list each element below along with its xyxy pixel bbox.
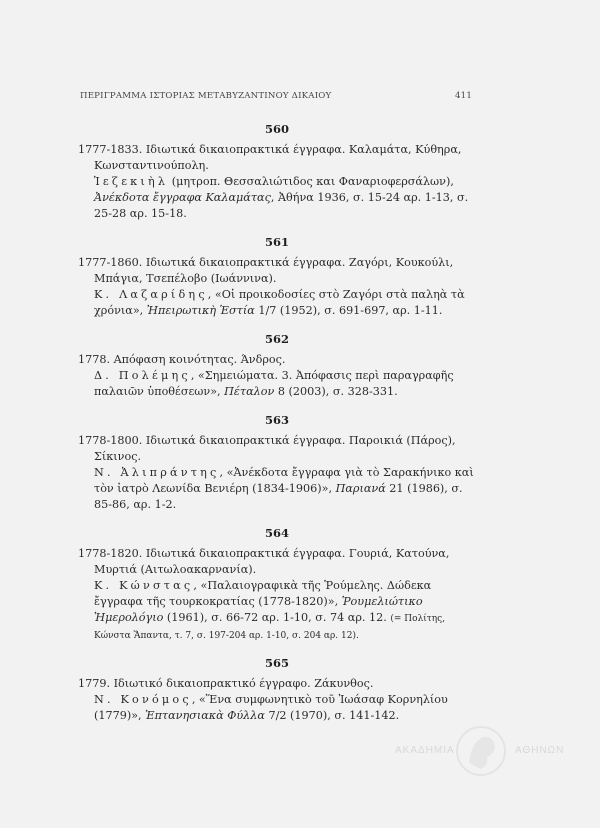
reference-author: Κ. Κώνστας [94, 579, 194, 592]
entry-reference [78, 465, 476, 514]
reference-details: (1961), σ. 66-72 αρ. 1-10, σ. 74 αρ. 12. [163, 611, 391, 624]
reference-journal: Ἑπτανησιακὰ Φύλλα [145, 709, 265, 722]
entry-description: 1778-1820. Ιδιωτικά δικαιοπρακτικά έγγραφα. Γουριά, Κατούνα, Μυρτιά (Αιτωλοακαρνανία). [78, 547, 450, 576]
reference-text: , «Παλαιογραφικὰ τῆς Ῥούμελης. Δώδεκα ἔγγραφα τῆς τουρκοκρατίας (1778-1820)», [94, 579, 432, 608]
entry [78, 332, 476, 413]
entry-reference [78, 287, 476, 320]
entry-number: 564 [264, 526, 289, 540]
entry-description: 1778. Απόφαση κοινότητας. Άνδρος. [78, 353, 286, 366]
reference-details: 1/7 (1952), σ. 691-697, αρ. 1-11. [254, 304, 443, 317]
reference-text: (μητροπ. Θεσσαλιώτιδος και Φαναριοφερσάλων), [168, 175, 454, 188]
reference-author: Ἱεζεκιὴλ [94, 175, 169, 188]
entry-spacer [78, 644, 476, 656]
reference-journal: Ῥουμελιώτικο Ἡμερολόγιο [94, 595, 423, 624]
entry-reference [78, 174, 476, 223]
reference-journal: Παριανά [335, 482, 386, 495]
entry-spacer [78, 223, 476, 235]
entry [78, 122, 476, 235]
reference-author: Κ. Λαζαρίδης [94, 288, 208, 301]
entry-description: 1779. Ιδιωτικό δικαιοπρακτικό έγγραφο. Ζάκυνθος. [78, 677, 374, 690]
entry [78, 413, 476, 526]
watermark-right-text: ΑΘΗΝΩΝ [515, 745, 565, 756]
reference-details: 21 (1986), σ. 85-86, αρ. 1-2. [94, 482, 463, 511]
entry-number: 563 [264, 413, 289, 427]
entry-number: 562 [264, 332, 289, 346]
page-number: 411 [454, 91, 472, 101]
entry-number: 561 [264, 235, 289, 249]
reference-journal: Ἀνέκδοτα ἔγγραφα Καλαμάτας [94, 191, 271, 204]
reference-details: 7/2 (1970), σ. 141-142. [264, 709, 400, 722]
watermark [395, 725, 575, 775]
reference-text: , «Ἀνέκδοτα ἔγγραφα γιὰ τὸ Σαρακήνικο καὶ τὸν ἰατρὸ Λεωνίδα Βενιέρη (1834-1906)», [94, 466, 474, 495]
entry-reference [78, 692, 476, 725]
reference-author: Δ. Πολέμης [94, 369, 191, 382]
entry-spacer [78, 320, 476, 332]
entry-reference [78, 368, 476, 401]
reference-details: , Ἀθήνα 1936, σ. 15-24 αρ. 1-13, σ. 25-28 αρ. 15-18. [94, 191, 469, 220]
entry-description: 1777-1860. Ιδιωτικά δικαιοπρακτικά έγγραφα. Ζαγόρι, Κουκούλι, Μπάγια, Τσεπέλοβο (Ιωάννινα). [78, 256, 454, 285]
reference-text: , «Ἕνα συμφωνητικὸ τοῦ Ἰωάσαφ Κορνηλίου (1779)», [94, 693, 448, 722]
entries-list [78, 122, 476, 725]
reference-text: , «Οἱ προικοδοσίες στὸ Ζαγόρι στὰ παληὰ τὰ χρόνια», [94, 288, 465, 317]
reference-details: 8 (2003), σ. 328-331. [274, 385, 398, 398]
entry-number: 565 [264, 656, 289, 670]
entry-spacer [78, 514, 476, 526]
reference-note: (= Πολίτης, Κώνστα Ἅπαντα, τ. 7, σ. 197-204 αρ. 1-10, σ. 204 αρ. 12). [94, 614, 446, 641]
entry-reference [78, 578, 476, 644]
entry-description: 1777-1833. Ιδιωτικά δικαιοπρακτικά έγγραφα. Καλαμάτα, Κύθηρα, Κωνσταντινούπολη. [78, 143, 462, 172]
entry [78, 235, 476, 332]
entry-number: 560 [264, 122, 289, 136]
reference-text: , «Σημειώματα. 3. Ἀπόφασις περὶ παραγραφῆς παλαιῶν ὑποθέσεων», [94, 369, 454, 398]
header-title: ΠΕΡΙΓΡΑΜΜΑ ΙΣΤΟΡΙΑΣ ΜΕΤΑΒΥΖΑΝΤΙΝΟΥ ΔΙΚΑΙΟΥ [80, 91, 332, 101]
athena-head-emblem-icon [453, 725, 509, 777]
reference-author: Ν. Ἀλιπράντης [94, 466, 220, 479]
reference-author: Ν. Κονόμος [94, 693, 192, 706]
reference-journal: Ἠπειρωτικὴ Ἑστία [146, 304, 255, 317]
entry-description: 1778-1800. Ιδιωτικά δικαιοπρακτικά έγγραφα. Παροικιά (Πάρος), Σίκινος. [78, 434, 456, 463]
entry [78, 526, 476, 656]
reference-journal: Πέταλον [224, 385, 275, 398]
entry [78, 656, 476, 725]
watermark-left-text: ΑΚΑΔΗΜΙΑ [395, 745, 455, 756]
entry-spacer [78, 401, 476, 413]
